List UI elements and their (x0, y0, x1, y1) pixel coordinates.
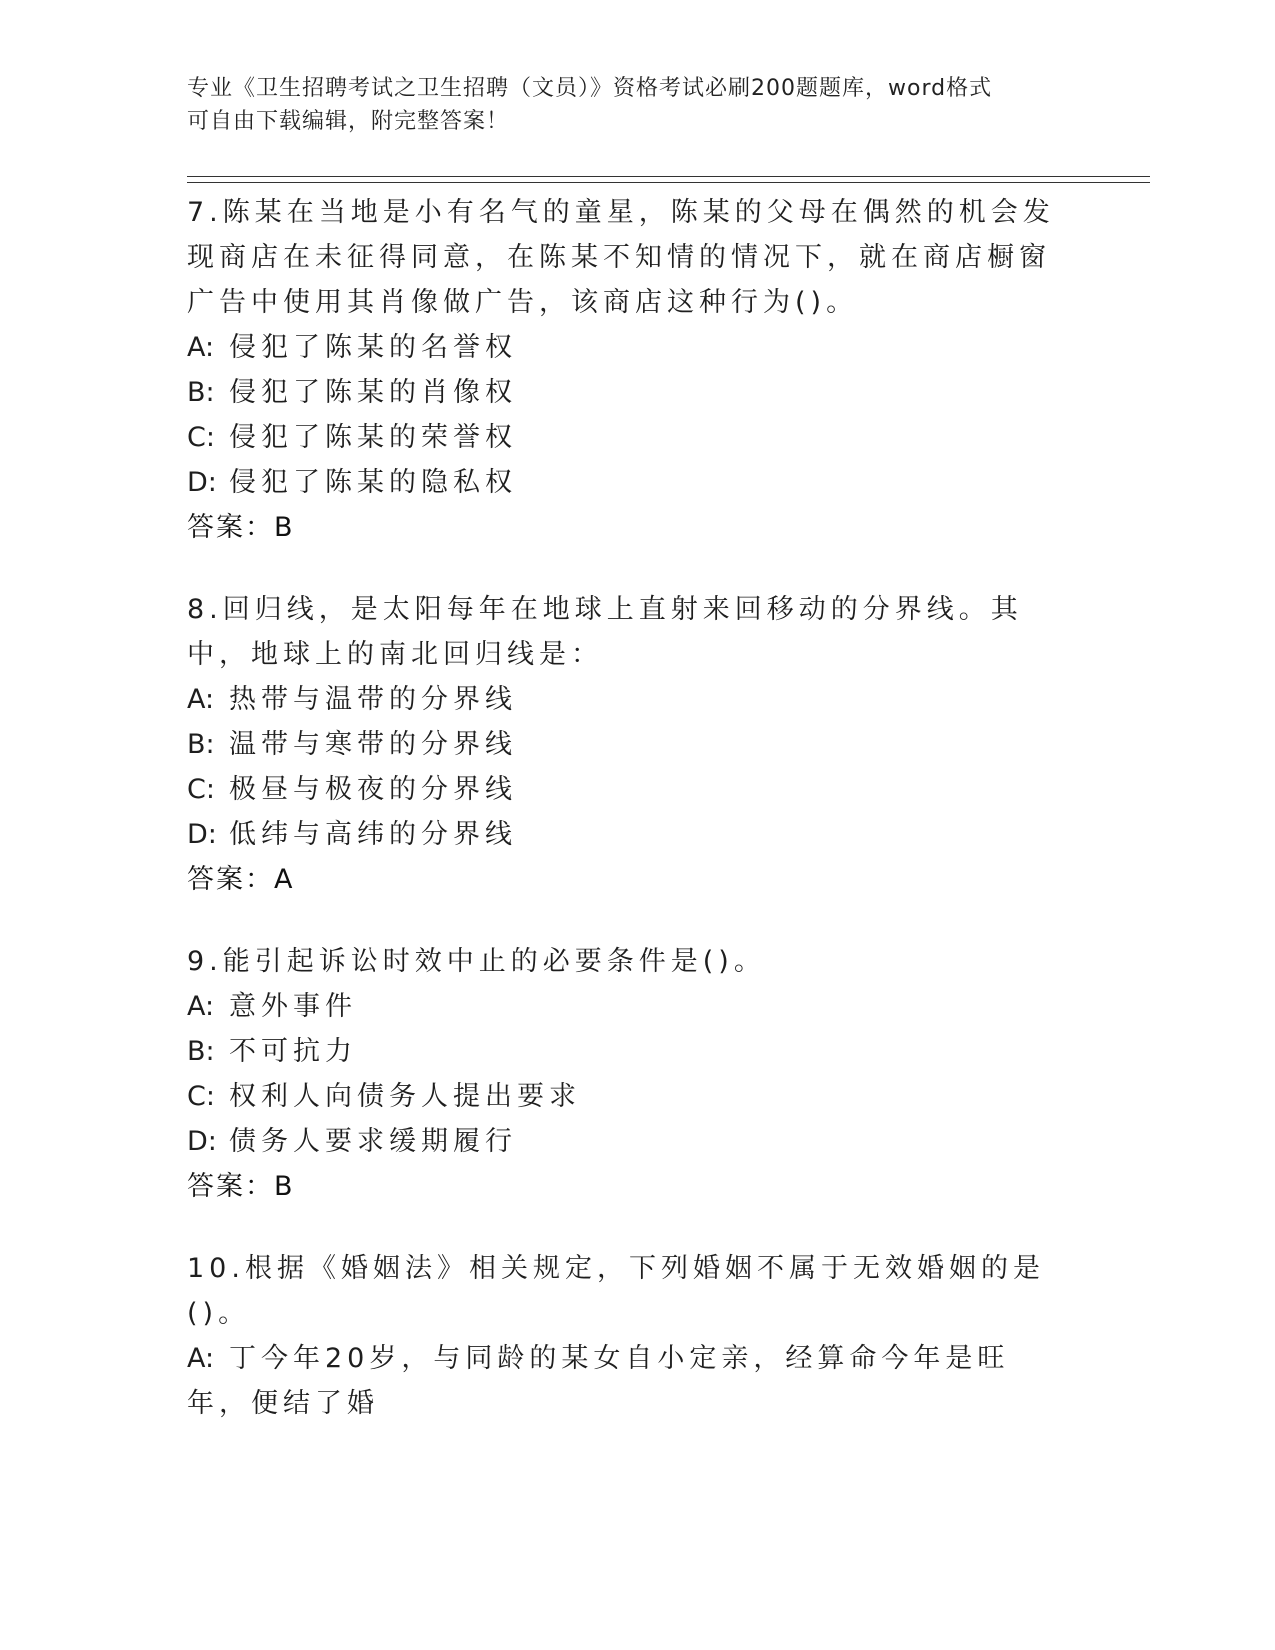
option-key: A: (187, 991, 215, 1022)
option-key: B: (187, 1036, 215, 1067)
option-text: 债务人要求缓期履行 (229, 1126, 517, 1157)
question-stem: 7.陈某在当地是小有名气的童星，陈某的父母在偶然的机会发现商店在未征得同意，在陈某不知情的情况下，就在商店橱窗广告中使用其肖像做广告，该商店这种行为()。 (187, 197, 1055, 318)
option-text: 权利人向债务人提出要求 (229, 1081, 581, 1112)
option-key: C: (187, 774, 215, 805)
option-d (187, 1119, 1067, 1164)
option-c (187, 415, 1067, 460)
option-key: A: (187, 332, 215, 363)
question-stem: 10.根据《婚姻法》相关规定，下列婚姻不属于无效婚姻的是()。 (187, 1253, 1045, 1329)
option-b (187, 1029, 1067, 1074)
question-7 (187, 190, 1067, 550)
option-key: B: (187, 377, 215, 408)
option-key: C: (187, 1081, 215, 1112)
header-divider-top (187, 176, 1150, 177)
question-stem: 9.能引起诉讼时效中止的必要条件是()。 (187, 946, 766, 977)
option-key: A: (187, 1343, 215, 1374)
question-stem: 8.回归线，是太阳每年在地球上直射来回移动的分界线。其中，地球上的南北回归线是： (187, 594, 1023, 670)
option-key: B: (187, 729, 215, 760)
option-b (187, 370, 1067, 415)
option-text: 侵犯了陈某的名誉权 (229, 332, 517, 363)
option-key: D: (187, 819, 217, 850)
option-b (187, 722, 1067, 767)
option-text: 热带与温带的分界线 (229, 684, 517, 715)
option-c (187, 1074, 1067, 1119)
header-divider-bottom (187, 182, 1150, 183)
option-key: D: (187, 1126, 217, 1157)
question-10 (187, 1246, 1067, 1426)
option-text: 侵犯了陈某的荣誉权 (229, 422, 517, 453)
option-c (187, 767, 1067, 812)
option-text: 侵犯了陈某的隐私权 (229, 467, 517, 498)
question-9 (187, 939, 1067, 1209)
header-line-2: 可自由下载编辑，附完整答案！ (187, 109, 510, 134)
option-key: D: (187, 467, 217, 498)
answer-line: 答案：A (187, 864, 295, 895)
option-a (187, 1336, 1067, 1426)
option-text: 丁今年20岁，与同龄的某女自小定亲，经算命今年是旺年，便结了婚 (187, 1343, 1010, 1419)
option-a (187, 677, 1067, 722)
option-text: 意外事件 (229, 991, 357, 1022)
option-d (187, 460, 1067, 505)
header-line-1: 专业《卫生招聘考试之卫生招聘（文员）》资格考试必刷200题题库，word格式 (187, 76, 993, 101)
answer-line: 答案：B (187, 512, 295, 543)
option-d (187, 812, 1067, 857)
option-text: 不可抗力 (229, 1036, 357, 1067)
answer-line: 答案：B (187, 1171, 295, 1202)
option-text: 侵犯了陈某的肖像权 (229, 377, 517, 408)
option-text: 温带与寒带的分界线 (229, 729, 517, 760)
document-header (187, 72, 1067, 138)
question-8 (187, 587, 1067, 902)
option-text: 极昼与极夜的分界线 (229, 774, 517, 805)
option-a (187, 325, 1067, 370)
option-a (187, 984, 1067, 1029)
option-key: A: (187, 684, 215, 715)
option-key: C: (187, 422, 215, 453)
question-list (187, 190, 1067, 1463)
option-text: 低纬与高纬的分界线 (229, 819, 517, 850)
